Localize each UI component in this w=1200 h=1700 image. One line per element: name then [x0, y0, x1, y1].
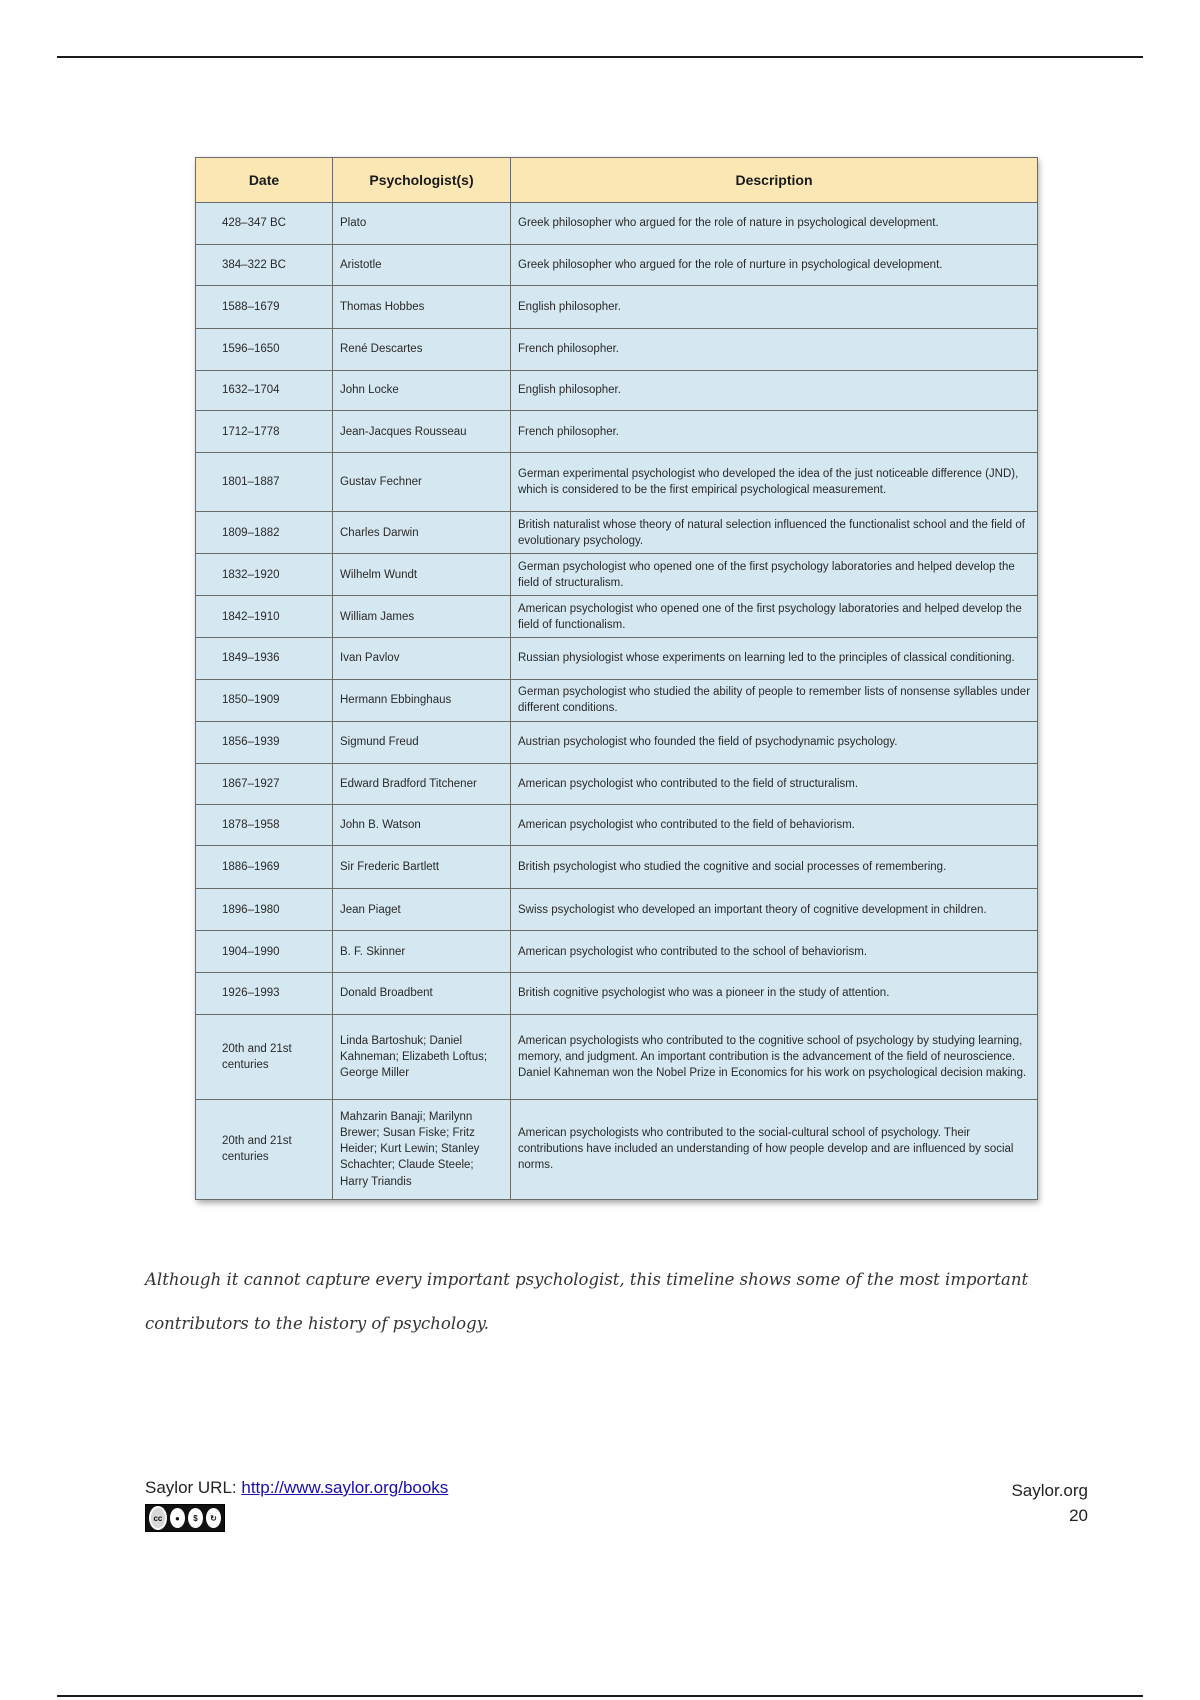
table-row	[196, 1099, 1038, 1199]
cc-icon: cc	[149, 1506, 167, 1530]
psychologist-cell: Donald Broadbent	[333, 973, 511, 1015]
table-row	[196, 804, 1038, 846]
date-cell: 1842–1910	[196, 596, 333, 638]
psychologist-cell: Jean-Jacques Rousseau	[333, 411, 511, 453]
noncommercial-icon: $	[188, 1508, 203, 1528]
date-cell: 428–347 BC	[196, 203, 333, 245]
description-cell: American psychologists who contributed to the cognitive school of psychology by studying learning, memory, and judgment. An important contribution is the advancement of the field of neuroscience. Daniel Kahneman won the Nobel Prize in Economics for his work on psychological decision making.	[511, 1014, 1038, 1099]
table-row	[196, 370, 1038, 411]
psychologist-cell: Wilhelm Wundt	[333, 554, 511, 596]
date-cell: 1867–1927	[196, 763, 333, 804]
psychologist-cell: Plato	[333, 203, 511, 245]
page-number: 20	[1069, 1506, 1088, 1525]
date-cell: 384–322 BC	[196, 244, 333, 285]
date-cell: 1904–1990	[196, 931, 333, 973]
table-row	[196, 1014, 1038, 1099]
date-cell: 1632–1704	[196, 370, 333, 411]
description-cell: American psychologist who opened one of the first psychology laboratories and helped develop the field of functionalism.	[511, 596, 1038, 638]
attribution-icon: ●	[170, 1508, 185, 1528]
description-cell: British cognitive psychologist who was a pioneer in the study of attention.	[511, 973, 1038, 1015]
psychologist-cell: Thomas Hobbes	[333, 285, 511, 328]
description-cell: American psychologist who contributed to the school of behaviorism.	[511, 931, 1038, 973]
psychologist-cell: Ivan Pavlov	[333, 638, 511, 680]
table-row	[196, 244, 1038, 285]
psychologist-cell: John Locke	[333, 370, 511, 411]
timeline-table	[195, 157, 1038, 1200]
psychologist-cell: Linda Bartoshuk; Daniel Kahneman; Elizabeth Loftus; George Miller	[333, 1014, 511, 1099]
header-description: Description	[511, 158, 1038, 203]
date-cell: 1878–1958	[196, 804, 333, 846]
sharealike-icon: ↻	[206, 1508, 221, 1528]
psychologist-cell: Gustav Fechner	[333, 453, 511, 512]
header-psychologist: Psychologist(s)	[333, 158, 511, 203]
date-cell: 1809–1882	[196, 512, 333, 554]
table-row	[196, 411, 1038, 453]
table-row	[196, 453, 1038, 512]
psychologist-cell: Sigmund Freud	[333, 721, 511, 763]
description-cell: Greek philosopher who argued for the role of nurture in psychological development.	[511, 244, 1038, 285]
table-row	[196, 285, 1038, 328]
description-cell: American psychologists who contributed to the social-cultural school of psychology. Their contributions have included an understanding of how people develop and are influenced by social norms.	[511, 1099, 1038, 1199]
table-row	[196, 889, 1038, 931]
psychologist-cell: Jean Piaget	[333, 889, 511, 931]
date-cell: 1801–1887	[196, 453, 333, 512]
description-cell: British psychologist who studied the cognitive and social processes of remembering.	[511, 846, 1038, 889]
description-cell: German psychologist who studied the ability of people to remember lists of nonsense syllables under different conditions.	[511, 679, 1038, 721]
date-cell: 1712–1778	[196, 411, 333, 453]
psychologist-cell: Hermann Ebbinghaus	[333, 679, 511, 721]
table-row	[196, 931, 1038, 973]
date-cell: 1849–1936	[196, 638, 333, 680]
header-date: Date	[196, 158, 333, 203]
description-cell: English philosopher.	[511, 285, 1038, 328]
description-cell: British naturalist whose theory of natural selection influenced the functionalist school and the field of evolutionary psychology.	[511, 512, 1038, 554]
table-row	[196, 596, 1038, 638]
table-caption: Although it cannot capture every important psychologist, this timeline shows some of the most important contributors to the history of psychology.	[145, 1270, 1029, 1333]
psychologist-cell: Mahzarin Banaji; Marilynn Brewer; Susan Fiske; Fritz Heider; Kurt Lewin; Stanley Schachter; Claude Steele; Harry Triandis	[333, 1099, 511, 1199]
description-cell: American psychologist who contributed to the field of structuralism.	[511, 763, 1038, 804]
description-cell: Austrian psychologist who founded the field of psychodynamic psychology.	[511, 721, 1038, 763]
description-cell: French philosopher.	[511, 411, 1038, 453]
table-body	[196, 203, 1038, 1200]
header-rule	[57, 56, 1143, 58]
cc-by-nc-sa-icon	[145, 1504, 225, 1532]
description-cell: Swiss psychologist who developed an important theory of cognitive development in children.	[511, 889, 1038, 931]
description-cell: German psychologist who opened one of the first psychology laboratories and helped develop the field of structuralism.	[511, 554, 1038, 596]
date-cell: 20th and 21st centuries	[196, 1014, 333, 1099]
psychologist-cell: William James	[333, 596, 511, 638]
date-cell: 1896–1980	[196, 889, 333, 931]
table-row	[196, 554, 1038, 596]
description-cell: Greek philosopher who argued for the role of nature in psychological development.	[511, 203, 1038, 245]
date-cell: 1886–1969	[196, 846, 333, 889]
date-cell: 1832–1920	[196, 554, 333, 596]
psychologist-cell: Aristotle	[333, 244, 511, 285]
footer-url-label: Saylor URL:	[145, 1478, 242, 1497]
psychologist-cell: Edward Bradford Titchener	[333, 763, 511, 804]
table-row	[196, 638, 1038, 680]
psychologist-cell: Charles Darwin	[333, 512, 511, 554]
table-row	[196, 203, 1038, 245]
footer-right	[1011, 1478, 1088, 1528]
table-row	[196, 328, 1038, 370]
footer-url	[145, 1478, 448, 1498]
footer-site: Saylor.org	[1011, 1481, 1088, 1500]
date-cell: 1596–1650	[196, 328, 333, 370]
date-cell: 1588–1679	[196, 285, 333, 328]
description-cell: English philosopher.	[511, 370, 1038, 411]
table-header-row	[196, 158, 1038, 203]
date-cell: 1856–1939	[196, 721, 333, 763]
date-cell: 20th and 21st centuries	[196, 1099, 333, 1199]
table-row	[196, 512, 1038, 554]
description-cell: German experimental psychologist who developed the idea of the just noticeable difference (JND), which is considered to be the first empirical psychological measurement.	[511, 453, 1038, 512]
table-row	[196, 721, 1038, 763]
description-cell: Russian physiologist whose experiments on learning led to the principles of classical conditioning.	[511, 638, 1038, 680]
table-row	[196, 973, 1038, 1015]
table-row	[196, 679, 1038, 721]
table-row	[196, 763, 1038, 804]
timeline-table-container	[195, 157, 1037, 1200]
table-row	[196, 846, 1038, 889]
footer-rule	[57, 1695, 1143, 1697]
psychologist-cell: Sir Frederic Bartlett	[333, 846, 511, 889]
date-cell: 1926–1993	[196, 973, 333, 1015]
description-cell: French philosopher.	[511, 328, 1038, 370]
psychologist-cell: John B. Watson	[333, 804, 511, 846]
saylor-books-link[interactable]: http://www.saylor.org/books	[241, 1478, 449, 1497]
psychologist-cell: René Descartes	[333, 328, 511, 370]
psychologist-cell: B. F. Skinner	[333, 931, 511, 973]
description-cell: American psychologist who contributed to the field of behaviorism.	[511, 804, 1038, 846]
date-cell: 1850–1909	[196, 679, 333, 721]
